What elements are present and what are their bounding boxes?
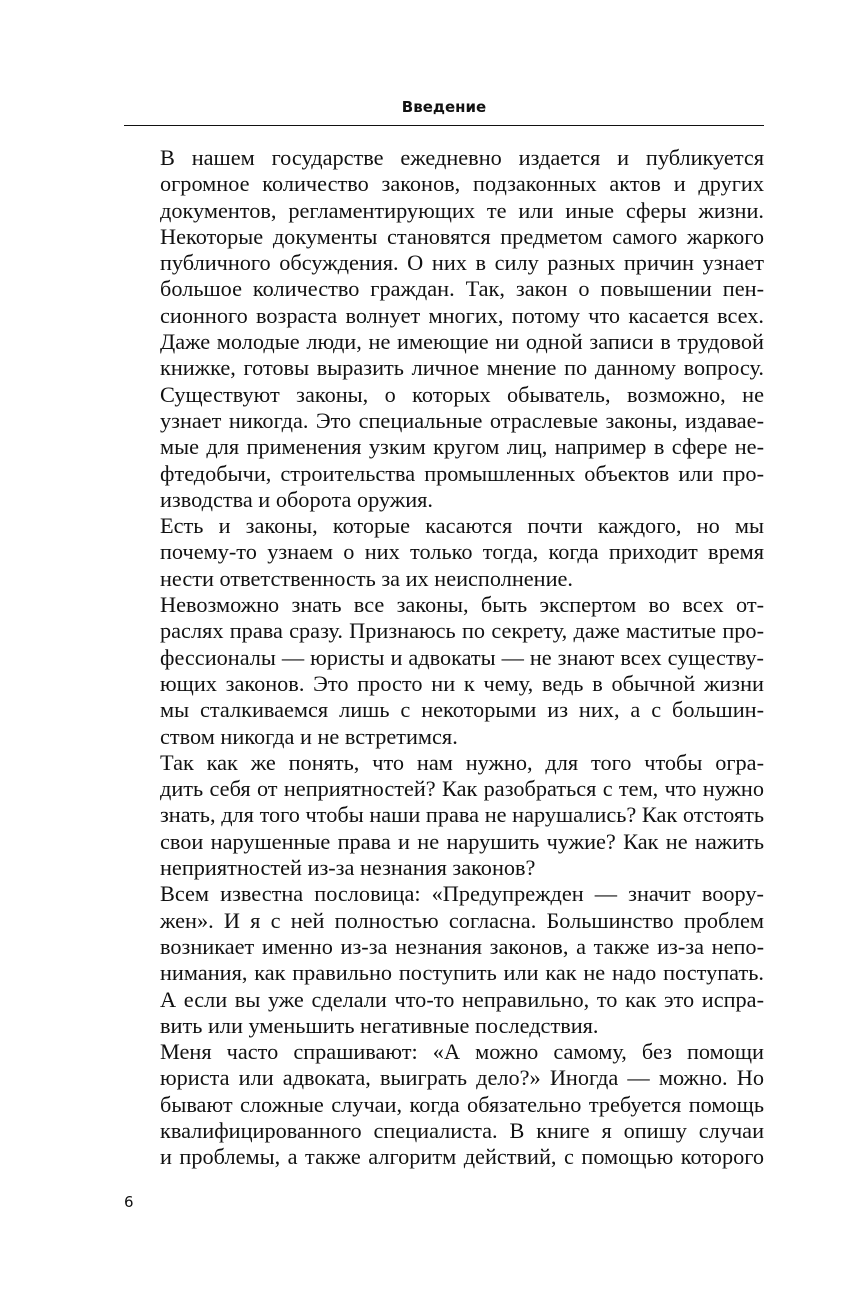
text-line: Даже молодые люди, не имеющие ни одной записи в трудовой [160,329,764,355]
text-line: раслях права сразу. Признаюсь по секрету, даже маститые про- [160,618,764,644]
paragraph-1 [124,145,764,382]
paragraph-3 [124,513,764,592]
text-line: юриста или адвоката, выиграть дело?» Иногда — можно. Но [160,1065,764,1091]
text-line: изводства и оборота оружия. [160,486,433,512]
text-line: сионного возраста волнует многих, потому что касается всех. [160,302,764,328]
text-line: знать, для того чтобы наши права не нарушались? Как отстоять [160,802,764,828]
text-line: Невозможно знать все законы, быть экспертом во всех от- [160,592,764,618]
text-line: дить себя от неприятностей? Как разобраться с тем, что нужно [160,776,764,802]
text-line: книжке, готовы выразить личное мнение по данному вопросу. [160,355,764,381]
text-line: огромное количество законов, подзаконных актов и других [160,171,764,197]
text-line: Некоторые документы становятся предметом самого жаркого [160,223,764,249]
page-number: 6 [124,1193,134,1211]
text-line: свои нарушенные права и не нарушить чужие? Как не нажить [160,828,764,854]
text-line: Так как же понять, что нам нужно, для того чтобы огра- [160,749,764,775]
text-line: узнает никогда. Это специальные отраслевые законы, издавае- [160,407,764,433]
text-line: Существуют законы, о которых обыватель, возможно, не [160,381,764,407]
text-line: А если вы уже сделали что-то неправильно, то как это испра- [160,986,764,1012]
text-line: жен». И я с ней полностью согласна. Большинство проблем [160,907,764,933]
text-line: Есть и законы, которые касаются почти каждого, но мы [160,513,764,539]
text-line: неприятностей из-за незнания законов? [160,855,536,881]
running-header: Введение [401,98,487,116]
text-line: мые для применения узким кругом лиц, например в сфере не- [160,434,764,460]
paragraph-4 [124,592,764,750]
text-line: квалифицированного специалиста. В книге я опишу случаи [160,1117,764,1143]
text-line: большое количество граждан. Так, закон о повышении пен- [160,276,764,302]
text-line: мы сталкиваемся лишь с некоторыми из них, а с большин- [160,697,764,723]
text-line: фессионалы — юристы и адвокаты — не знают всех существу- [160,644,764,670]
text-line: ющих законов. Это просто ни к чему, ведь в обычной жизни [160,670,764,696]
text-line: нимания, как правильно поступить или как не надо поступать. [160,960,764,986]
paragraph-5 [124,750,764,881]
text-line: Всем известна пословица: «Предупрежден — значит воору- [160,881,764,907]
paragraph-2 [124,382,764,513]
text-line: возникает именно из-за незнания законов, а также из-за непо- [160,933,764,959]
text-line: нести ответственность за их неисполнение. [160,565,573,591]
text-line: и проблемы, а также алгоритм действий, с помощью которого [160,1144,764,1170]
text-line: фтедобычи, строительства промышленных объектов или про- [160,460,764,486]
text-line: ством никогда и не встретимся. [160,723,458,749]
paragraph-7 [124,1039,764,1170]
text-line: бывают сложные случаи, когда обязательно требуется помощь [160,1091,764,1117]
paragraph-6 [124,881,764,1039]
text-line: почему-то узнаем о них только тогда, когда приходит время [160,539,764,565]
text-line: В нашем государстве ежедневно издается и публикуется [160,145,764,170]
header-divider [124,125,764,126]
text-line: публичного обсуждения. О них в силу разных причин узнает [160,250,764,276]
body-text [124,145,764,1171]
text-line: вить или уменьшить негативные последствия. [160,1012,599,1038]
text-line: Меня часто спрашивают: «А можно самому, без помощи [160,1039,764,1065]
text-line: документов, регламентирующих те или иные сферы жизни. [160,197,764,223]
